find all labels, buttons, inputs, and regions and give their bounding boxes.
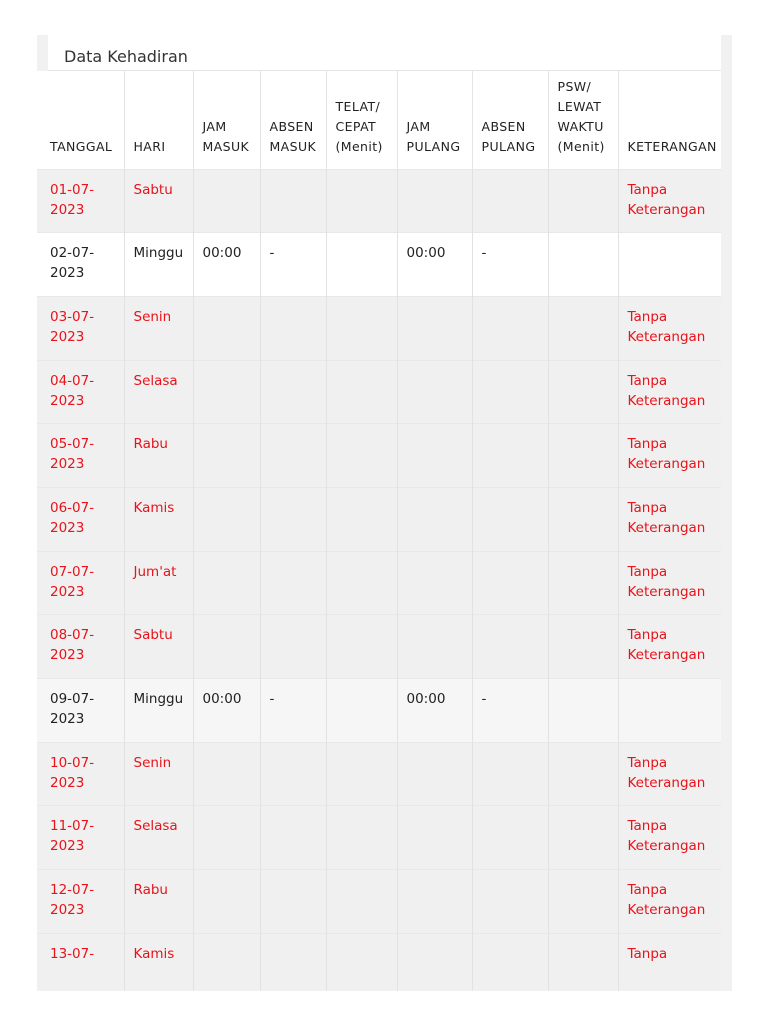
cell-keterangan: Tanpa Keterangan [618, 870, 721, 934]
header-absen-masuk: ABSEN MASUK [260, 71, 326, 169]
header-absen-pulang: ABSEN PULANG [472, 71, 548, 169]
cell-hari: Sabtu [124, 615, 193, 679]
cell-tanggal: 08-07-2023 [37, 615, 124, 679]
cell-psw [548, 742, 618, 806]
cell-tanggal: 09-07-2023 [37, 679, 124, 743]
header-psw: PSW/ LEWAT WAKTU (Menit) [548, 71, 618, 169]
cell-telat [326, 551, 397, 615]
cell-jam-masuk [193, 870, 260, 934]
cell-tanggal: 04-07-2023 [37, 360, 124, 424]
cell-tanggal: 11-07-2023 [37, 806, 124, 870]
cell-absen-masuk [260, 169, 326, 233]
cell-psw [548, 233, 618, 297]
cell-telat [326, 615, 397, 679]
cell-hari: Kamis [124, 933, 193, 991]
cell-hari: Selasa [124, 360, 193, 424]
cell-hari: Jum'at [124, 551, 193, 615]
cell-absen-pulang [472, 615, 548, 679]
cell-hari: Senin [124, 296, 193, 360]
cell-absen-masuk [260, 742, 326, 806]
cell-tanggal: 01-07-2023 [37, 169, 124, 233]
cell-psw [548, 424, 618, 488]
table-row [37, 424, 721, 488]
cell-keterangan: Tanpa Keterangan [618, 424, 721, 488]
cell-absen-pulang: - [472, 233, 548, 297]
cell-psw [548, 615, 618, 679]
cell-absen-masuk: - [260, 679, 326, 743]
cell-psw [548, 296, 618, 360]
table-row [37, 169, 721, 233]
cell-tanggal: 02-07-2023 [37, 233, 124, 297]
cell-jam-masuk [193, 933, 260, 991]
cell-absen-pulang [472, 742, 548, 806]
cell-hari: Rabu [124, 870, 193, 934]
cell-psw [548, 169, 618, 233]
cell-telat [326, 806, 397, 870]
cell-psw [548, 551, 618, 615]
cell-absen-masuk [260, 806, 326, 870]
cell-absen-pulang [472, 487, 548, 551]
table-header-row [37, 71, 721, 169]
cell-keterangan [618, 679, 721, 743]
cell-keterangan: Tanpa Keterangan [618, 806, 721, 870]
cell-psw [548, 487, 618, 551]
cell-absen-pulang [472, 551, 548, 615]
cell-hari: Minggu [124, 233, 193, 297]
cell-telat [326, 679, 397, 743]
attendance-table [37, 71, 721, 991]
header-tanggal: TANGGAL [37, 71, 124, 169]
cell-absen-pulang [472, 806, 548, 870]
table-body [37, 169, 721, 991]
cell-jam-masuk [193, 806, 260, 870]
cell-keterangan: Tanpa Keterangan [618, 551, 721, 615]
cell-telat [326, 233, 397, 297]
cell-tanggal: 06-07-2023 [37, 487, 124, 551]
cell-jam-masuk: 00:00 [193, 679, 260, 743]
cell-jam-pulang [397, 551, 472, 615]
cell-tanggal: 12-07-2023 [37, 870, 124, 934]
attendance-card [37, 35, 732, 991]
table-row [37, 296, 721, 360]
cell-keterangan: Tanpa Keterangan [618, 360, 721, 424]
table-row [37, 551, 721, 615]
cell-jam-pulang [397, 742, 472, 806]
cell-keterangan: Tanpa Keterangan [618, 296, 721, 360]
cell-absen-masuk [260, 424, 326, 488]
cell-jam-pulang [397, 870, 472, 934]
cell-absen-pulang [472, 933, 548, 991]
cell-jam-pulang [397, 806, 472, 870]
cell-hari: Minggu [124, 679, 193, 743]
table-row [37, 933, 721, 991]
cell-absen-masuk [260, 551, 326, 615]
cell-telat [326, 933, 397, 991]
cell-tanggal: 10-07-2023 [37, 742, 124, 806]
cell-jam-pulang [397, 424, 472, 488]
table-row [37, 742, 721, 806]
header-jam-masuk: JAM MASUK [193, 71, 260, 169]
table-row [37, 487, 721, 551]
table-row [37, 615, 721, 679]
cell-hari: Sabtu [124, 169, 193, 233]
table-row [37, 806, 721, 870]
cell-absen-masuk [260, 933, 326, 991]
table-row [37, 233, 721, 297]
table-row [37, 870, 721, 934]
cell-keterangan: Tanpa Keterangan [618, 169, 721, 233]
table-row [37, 360, 721, 424]
cell-telat [326, 487, 397, 551]
cell-keterangan: Tanpa Keterangan [618, 742, 721, 806]
cell-psw [548, 933, 618, 991]
cell-psw [548, 806, 618, 870]
cell-jam-masuk [193, 742, 260, 806]
cell-absen-masuk [260, 615, 326, 679]
cell-tanggal: 05-07-2023 [37, 424, 124, 488]
cell-telat [326, 424, 397, 488]
cell-jam-masuk [193, 424, 260, 488]
cell-jam-masuk [193, 169, 260, 233]
cell-hari: Selasa [124, 806, 193, 870]
header-keterangan: KETERANGAN [618, 71, 721, 169]
cell-hari: Senin [124, 742, 193, 806]
cell-absen-pulang [472, 296, 548, 360]
cell-absen-masuk [260, 360, 326, 424]
cell-absen-masuk: - [260, 233, 326, 297]
cell-absen-pulang [472, 360, 548, 424]
cell-jam-pulang [397, 933, 472, 991]
cell-jam-pulang [397, 169, 472, 233]
cell-hari: Kamis [124, 487, 193, 551]
cell-jam-pulang: 00:00 [397, 679, 472, 743]
cell-jam-pulang [397, 487, 472, 551]
cell-telat [326, 169, 397, 233]
cell-jam-pulang [397, 360, 472, 424]
cell-keterangan [618, 233, 721, 297]
cell-keterangan: Tanpa Keterangan [618, 615, 721, 679]
cell-tanggal: 07-07-2023 [37, 551, 124, 615]
header-jam-pulang: JAM PULANG [397, 71, 472, 169]
cell-telat [326, 870, 397, 934]
cell-jam-masuk [193, 615, 260, 679]
cell-keterangan: Tanpa [618, 933, 721, 991]
cell-absen-masuk [260, 487, 326, 551]
cell-telat [326, 360, 397, 424]
cell-jam-pulang: 00:00 [397, 233, 472, 297]
cell-tanggal: 13-07- [37, 933, 124, 991]
cell-jam-masuk: 00:00 [193, 233, 260, 297]
cell-absen-pulang [472, 424, 548, 488]
header-telat: TELAT/ CEPAT (Menit) [326, 71, 397, 169]
cell-psw [548, 360, 618, 424]
title-bar [48, 35, 721, 71]
cell-tanggal: 03-07-2023 [37, 296, 124, 360]
cell-psw [548, 679, 618, 743]
cell-hari: Rabu [124, 424, 193, 488]
cell-absen-masuk [260, 296, 326, 360]
table-row [37, 679, 721, 743]
cell-jam-masuk [193, 360, 260, 424]
cell-absen-pulang: - [472, 679, 548, 743]
cell-jam-pulang [397, 615, 472, 679]
card-edge [721, 71, 732, 991]
cell-jam-masuk [193, 487, 260, 551]
cell-jam-pulang [397, 296, 472, 360]
header-hari: HARI [124, 71, 193, 169]
cell-absen-pulang [472, 870, 548, 934]
cell-absen-masuk [260, 870, 326, 934]
cell-psw [548, 870, 618, 934]
cell-absen-pulang [472, 169, 548, 233]
cell-keterangan: Tanpa Keterangan [618, 487, 721, 551]
page-title: Data Kehadiran [64, 47, 188, 66]
cell-telat [326, 296, 397, 360]
cell-jam-masuk [193, 296, 260, 360]
cell-jam-masuk [193, 551, 260, 615]
cell-telat [326, 742, 397, 806]
